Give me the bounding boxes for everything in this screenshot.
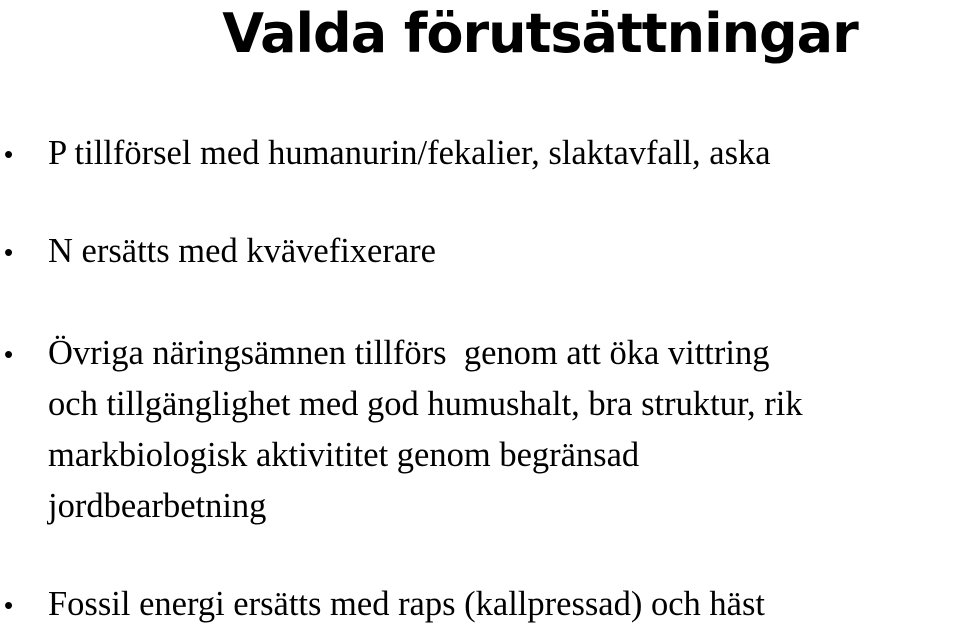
- bullet-dot-icon: •: [4, 237, 14, 267]
- bullet-line: P tillförsel med humanurin/fekalier, slaktavfall, aska: [48, 134, 771, 172]
- bullet-text: [48, 128, 958, 179]
- bullet-line: Fossil energi ersätts med raps (kallpressad) och häst: [48, 585, 765, 623]
- bullet-text: [48, 328, 958, 532]
- slide-title: Valda förutsättningar: [222, 2, 858, 65]
- bullet-line: N ersätts med kvävefixerare: [48, 232, 436, 270]
- bullet-text: [48, 579, 958, 630]
- bullet-dot-icon: •: [4, 339, 14, 369]
- bullet-dot-icon: •: [4, 590, 14, 620]
- bullet-line: och tillgänglighet med god humushalt, bra struktur, rik: [48, 385, 803, 423]
- bullet-line: jordbearbetning: [48, 487, 267, 525]
- bullet-line: markbiologisk aktivititet genom begränsad: [48, 436, 640, 474]
- bullet-line: Övriga näringsämnen tillförs genom att öka vittring: [48, 334, 770, 372]
- bullet-dot-icon: •: [4, 139, 14, 169]
- bullet-text: [48, 226, 958, 277]
